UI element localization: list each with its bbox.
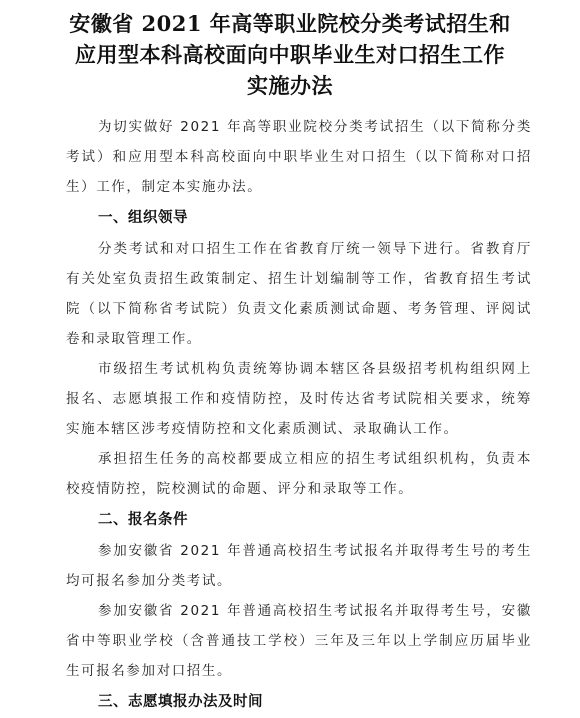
organization-paragraph-1: 分类考试和对口招生工作在省教育厅统一领导下进行。省教育厅有关处室负责招生政策制定、招生计划编制等工作，省教育招生考试院（以下简称省考试院）负责文化素质测试命题、考务管理、评阅试卷和录取管理工作。 — [66, 241, 532, 347]
title-line-1: 安徽省 2021 年高等职业院校分类考试招生和 — [69, 11, 511, 36]
title-line-3: 实施办法 — [247, 73, 333, 98]
eligibility-paragraph-1: 参加安徽省 2021 年普通高校招生考试报名并取得考生号的考生均可报名参加分类考试。 — [66, 543, 532, 589]
document-title — [0, 0, 580, 101]
section-heading-application: 三、志愿填报办法及时间 — [98, 694, 263, 710]
document-body — [0, 112, 580, 718]
title-line-2: 应用型本科高校面向中职毕业生对口招生工作 — [75, 42, 505, 67]
intro-paragraph: 为切实做好 2021 年高等职业院校分类考试招生（以下简称分类考试）和应用型本科高校面向中职毕业生对口招生（以下简称对口招生）工作，制定本实施办法。 — [66, 119, 532, 195]
section-heading-eligibility: 二、报名条件 — [98, 512, 188, 528]
section-heading-organization: 一、组织领导 — [98, 210, 188, 226]
organization-paragraph-3: 承担招生任务的高校都要成立相应的招生考试组织机构，负责本校疫情防控，院校测试的命题、评分和录取等工作。 — [66, 451, 532, 497]
organization-paragraph-2: 市级招生考试机构负责统筹协调本辖区各县级招考机构组织网上报名、志愿填报工作和疫情防控，及时传达省考试院相关要求，统筹实施本辖区涉考疫情防控和文化素质测试、录取确认工作。 — [66, 361, 532, 437]
eligibility-paragraph-2: 参加安徽省 2021 年普通高校招生考试报名并取得考生号，安徽省中等职业学校（含普通技工学校）三年及三年以上学制应历届毕业生可报名参加对口招生。 — [66, 603, 532, 679]
